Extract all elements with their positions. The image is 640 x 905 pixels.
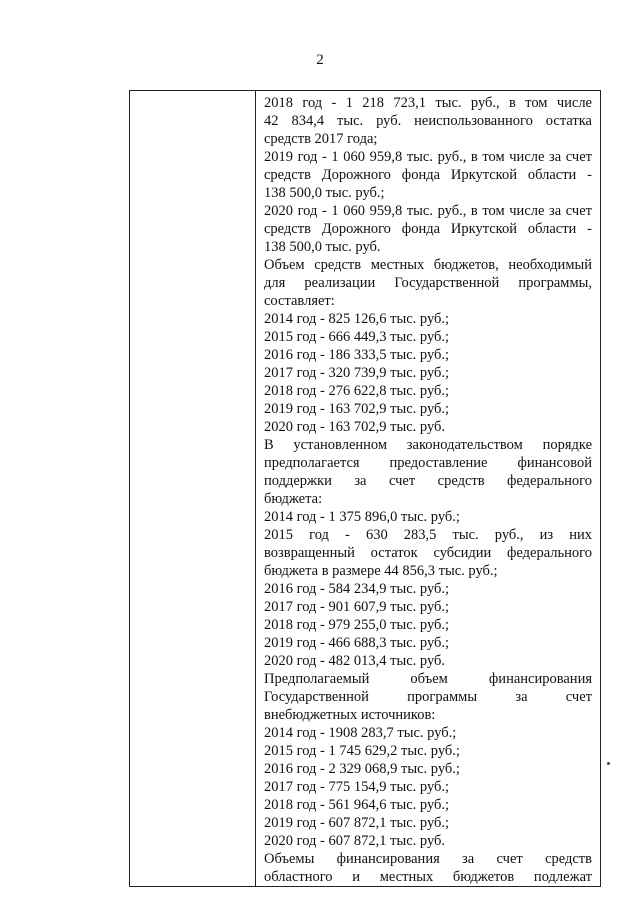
text-line: 2014 год - 1 375 896,0 тыс. руб.; [264,509,460,525]
text-line: составляет: [264,293,335,309]
text-line: Объемы финансирования за счет средств [264,851,592,867]
text-line: 2015 год - 1 745 629,2 тыс. руб.; [264,743,460,759]
funding-text-block [264,94,592,886]
text-line: 2016 год - 584 234,9 тыс. руб.; [264,581,450,597]
text-line: 2019 год - 466 688,3 тыс. руб.; [264,635,450,651]
text-line: Предполагаемый объем финансирования [264,671,592,687]
text-line: Объем средств местных бюджетов, необходимый [264,257,592,273]
text-line: 2020 год - 163 702,9 тыс. руб. [264,419,446,435]
text-line: 2020 год - 482 013,4 тыс. руб. [264,653,446,669]
text-line: внебюджетных источников: [264,707,436,723]
table-cell-funding-text [256,91,601,887]
table-row [130,91,601,887]
text-line: 2016 год - 186 333,5 тыс. руб.; [264,347,450,363]
page-number: 2 [316,52,324,68]
text-line: 2019 год - 607 872,1 тыс. руб.; [264,815,450,831]
text-line: 2019 год - 163 702,9 тыс. руб.; [264,401,450,417]
text-line: 2018 год - 1 218 723,1 тыс. руб., в том числе [264,95,592,111]
text-line: 2019 год - 1 060 959,8 тыс. руб., в том числе за счет [264,149,592,165]
text-line: 2015 год - 666 449,3 тыс. руб.; [264,329,450,345]
text-line: 2015 год - 630 283,5 тыс. руб., из них [264,527,592,543]
text-line: областного и местных бюджетов подлежат [264,869,592,885]
text-line: средств Дорожного фонда Иркутской области - [264,167,592,183]
text-line: 2014 год - 1908 283,7 тыс. руб.; [264,725,457,741]
text-line: 138 500,0 тыс. руб. [264,239,381,255]
scan-speck [607,762,610,765]
text-line: 42 834,4 тыс. руб. неиспользованного остатка [264,113,592,129]
text-line: 138 500,0 тыс. руб.; [264,185,385,201]
funding-table [129,90,601,887]
text-line: 2020 год - 607 872,1 тыс. руб. [264,833,446,849]
text-line: поддержки за счет средств федерального [264,473,592,489]
text-line: предполагается предоставление финансовой [264,455,592,471]
table-cell-left-empty [130,91,256,887]
text-line: 2017 год - 320 739,9 тыс. руб.; [264,365,450,381]
text-line: 2018 год - 979 255,0 тыс. руб.; [264,617,450,633]
text-line: средств 2017 года; [264,131,378,147]
text-line: В установленном законодательством порядке [264,437,592,453]
text-line: 2017 год - 901 607,9 тыс. руб.; [264,599,450,615]
text-line: 2014 год - 825 126,6 тыс. руб.; [264,311,450,327]
text-line: бюджета в размере 44 856,3 тыс. руб.; [264,563,498,579]
text-line: бюджета: [264,491,323,507]
text-line: возвращенный остаток субсидии федерального [264,545,592,561]
text-line: 2020 год - 1 060 959,8 тыс. руб., в том числе за счет [264,203,592,219]
text-line: Государственной программы за счет [264,689,592,705]
text-line: 2017 год - 775 154,9 тыс. руб.; [264,779,450,795]
text-line: 2018 год - 561 964,6 тыс. руб.; [264,797,450,813]
text-line: 2016 год - 2 329 068,9 тыс. руб.; [264,761,460,777]
text-line: для реализации Государственной программы, [264,275,592,291]
text-line: средств Дорожного фонда Иркутской области - [264,221,592,237]
text-line: 2018 год - 276 622,8 тыс. руб.; [264,383,450,399]
